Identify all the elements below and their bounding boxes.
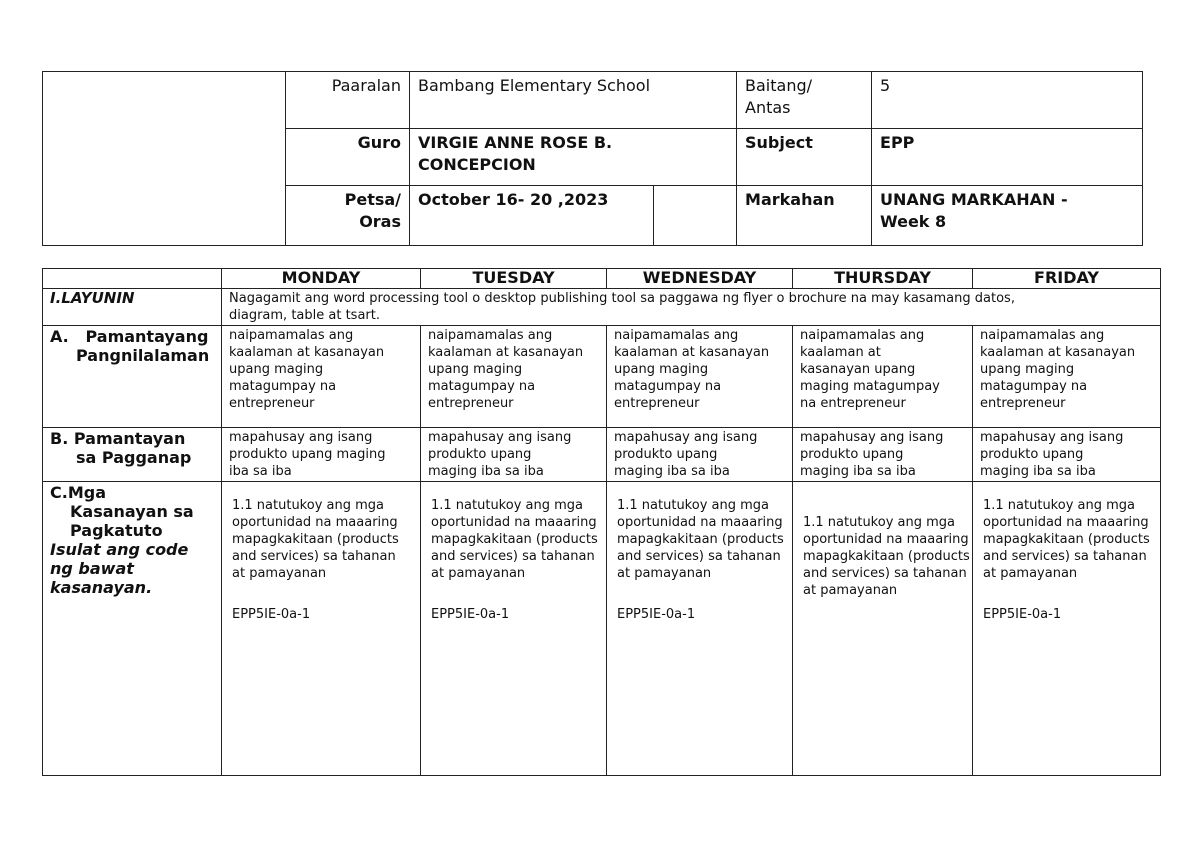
performance-standard-monday: mapahusay ang isang produkto upang maging iba sa iba <box>222 428 421 482</box>
content-standard-label: A. Pamantayang Pangnilalaman <box>43 326 222 428</box>
grade-label: Baitang/ Antas <box>737 72 872 129</box>
competency-friday: 1.1 natutukoy ang mga oportunidad na maaaring mapagkakitaan (products and services) sa tahanan at pamayanan EPP5IE-0a-1 <box>973 482 1161 776</box>
performance-standard-thursday: mapahusay ang isang produkto upang maging iba sa iba <box>793 428 973 482</box>
day-header-tuesday: TUESDAY <box>421 269 607 289</box>
teacher-value: VIRGIE ANNE ROSE B. CONCEPCION <box>410 129 737 186</box>
header-info-table <box>42 71 1143 246</box>
date-label: Petsa/ Oras <box>286 186 410 246</box>
competency-tuesday: 1.1 natutukoy ang mga oportunidad na maaaring mapagkakitaan (products and services) sa tahanan at pamayanan EPP5IE-0a-1 <box>421 482 607 776</box>
content-standard-thursday: naipamamalas ang kaalaman at kasanayan upang maging matagumpay na entrepreneur <box>793 326 973 428</box>
corner-cell <box>43 269 222 289</box>
objectives-text: Nagagamit ang word processing tool o desktop publishing tool sa paggawa ng flyer o brochure na may kasamang datos, diagram, table at tsart. <box>222 289 1161 326</box>
subject-label: Subject <box>737 129 872 186</box>
day-header-wednesday: WEDNESDAY <box>607 269 793 289</box>
performance-standard-wednesday: mapahusay ang isang produkto upang maging iba sa iba <box>607 428 793 482</box>
date-value: October 16- 20 ,2023 <box>410 186 654 246</box>
competency-code: EPP5IE-0a-1 <box>617 607 696 622</box>
competency-code: EPP5IE-0a-1 <box>431 607 510 622</box>
competencies-label: C.Mga Kasanayan sa Pagkatuto Isulat ang code ng bawat kasanayan. <box>43 482 222 776</box>
competency-wednesday: 1.1 natutukoy ang mga oportunidad na maaaring mapagkakitaan (products and services) sa tahanan at pamayanan EPP5IE-0a-1 <box>607 482 793 776</box>
competency-monday: 1.1 natutukoy ang mga oportunidad na maaaring mapagkakitaan (products and services) sa tahanan at pamayanan EPP5IE-0a-1 <box>222 482 421 776</box>
quarter-value: UNANG MARKAHAN - Week 8 <box>872 186 1143 246</box>
grade-value: 5 <box>872 72 1143 129</box>
competency-code: EPP5IE-0a-1 <box>983 607 1062 622</box>
performance-standard-tuesday: mapahusay ang isang produkto upang maging iba sa iba <box>421 428 607 482</box>
content-standard-wednesday: naipamamalas ang kaalaman at kasanayan upang maging matagumpay na entrepreneur <box>607 326 793 428</box>
day-header-friday: FRIDAY <box>973 269 1161 289</box>
school-value: Bambang Elementary School <box>410 72 737 129</box>
content-standard-monday: naipamamalas ang kaalaman at kasanayan upang maging matagumpay na entrepreneur <box>222 326 421 428</box>
competency-code: EPP5IE-0a-1 <box>232 607 311 622</box>
subject-value: EPP <box>872 129 1143 186</box>
objectives-label: I.LAYUNIN <box>43 289 222 326</box>
performance-standard-friday: mapahusay ang isang produkto upang maging iba sa iba <box>973 428 1161 482</box>
teacher-label: Guro <box>286 129 410 186</box>
lesson-plan-table <box>42 268 1161 776</box>
performance-standard-label: B. Pamantayan sa Pagganap <box>43 428 222 482</box>
quarter-label: Markahan <box>737 186 872 246</box>
content-standard-friday: naipamamalas ang kaalaman at kasanayan upang maging matagumpay na entrepreneur <box>973 326 1161 428</box>
date-empty-cell <box>654 186 737 246</box>
competency-thursday: 1.1 natutukoy ang mga oportunidad na maaaring mapagkakitaan (products and services) sa tahanan at pamayanan <box>793 482 973 776</box>
content-standard-tuesday: naipamamalas ang kaalaman at kasanayan upang maging matagumpay na entrepreneur <box>421 326 607 428</box>
logo-area <box>43 72 286 246</box>
day-header-monday: MONDAY <box>222 269 421 289</box>
day-header-thursday: THURSDAY <box>793 269 973 289</box>
school-label: Paaralan <box>286 72 410 129</box>
